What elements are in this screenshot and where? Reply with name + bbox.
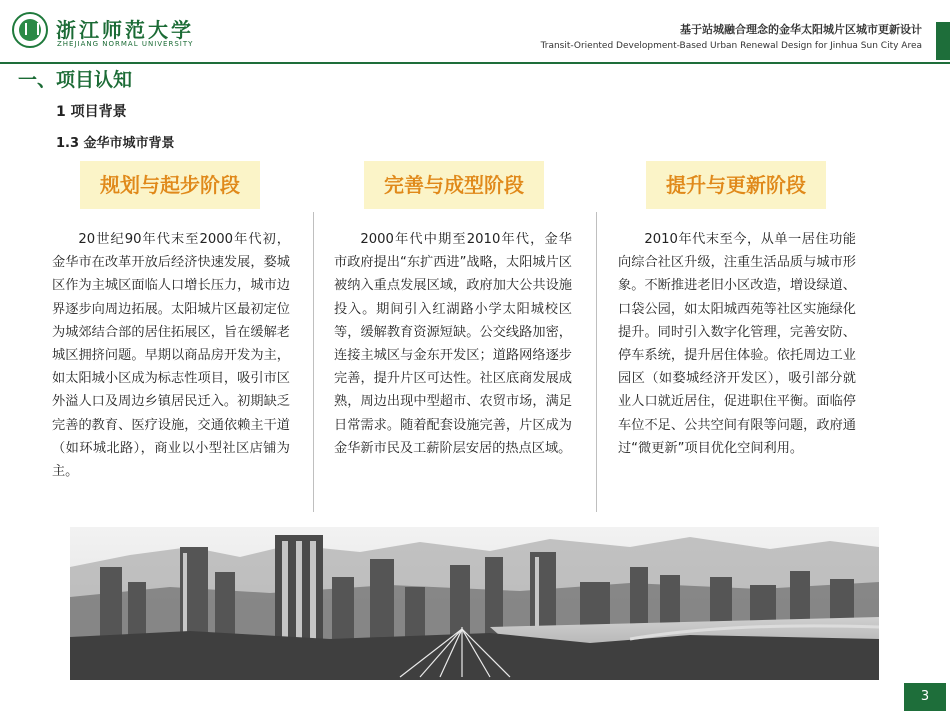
stage-heading-planning: 规划与起步阶段 (80, 161, 260, 209)
university-name: 浙江师范大学 (56, 18, 194, 42)
column-divider (313, 212, 314, 512)
subsection-title: 1 项目背景 (56, 104, 127, 120)
city-panorama-photo (70, 527, 879, 680)
header-divider (0, 62, 950, 64)
stage-paragraph-improvement: 2000年代中期至2010年代，金华市政府提出“东扩西进”战略，太阳城片区被纳入重点发展区域，政府加大公共设施投入。期间引入红湖路小学太阳城校区等，缓解教育资源短缺。公交线路加密，连接主城区与金东开发区；道路网络逐步完善，提升片区可达性。社区底商发展成熟，周边出现中型超市、农贸市场，满足日常需求。随着配套设施完善，片区成为金华新市民及工薪阶层安居的热点区域。 (334, 232, 572, 456)
stage-heading-upgrade: 提升与更新阶段 (646, 161, 826, 209)
subsubsection-title: 1.3 金华市城市背景 (56, 136, 175, 151)
header (0, 0, 950, 62)
project-title: 基于站城融合理念的金华太阳城片区城市更新设计 (680, 23, 922, 36)
university-logo-icon (12, 12, 48, 48)
stage-paragraph-upgrade: 2010年代末至今，从单一居住功能向综合社区升级，注重生活品质与城市形象。不断推进老旧小区改造，增设绿道、口袋公园，如太阳城西苑等社区实施绿化提升。同时引入数字化管理，完善安防、停车系统，提升居住体验。依托周边工业园区（如婺城经济开发区），吸引部分就业人口就近居住，促进职住平衡。面临停车位不足、公共空间有限等问题，政府通过“微更新”项目优化空间利用。 (618, 232, 856, 456)
stage-paragraph-planning: 20世纪90年代末至2000年代初，金华市在改革开放后经济快速发展，婺城区作为主城区面临人口增长压力，城市边界逐步向周边拓展。太阳城片区最初定位为城郊结合部的居住拓展区，旨在缓解老城区拥挤问题。早期以商品房开发为主，如太阳城小区成为标志性项目，吸引市区外溢人口及周边乡镇居民迁入。初期缺乏完善的教育、医疗设施，交通依赖主干道（如环城北路），商业以小型社区店铺为主。 (52, 232, 290, 480)
column-divider (596, 212, 597, 512)
project-title-en: Transit-Oriented Development-Based Urban Renewal Design for Jinhua Sun City Area (540, 41, 922, 51)
page-number: 3 (904, 683, 946, 711)
header-accent-bar (936, 22, 950, 60)
stage-heading-improvement: 完善与成型阶段 (364, 161, 544, 209)
university-name-en: ZHEJIANG NORMAL UNIVERSITY (57, 40, 194, 48)
section-title: 一、项目认知 (18, 69, 133, 91)
